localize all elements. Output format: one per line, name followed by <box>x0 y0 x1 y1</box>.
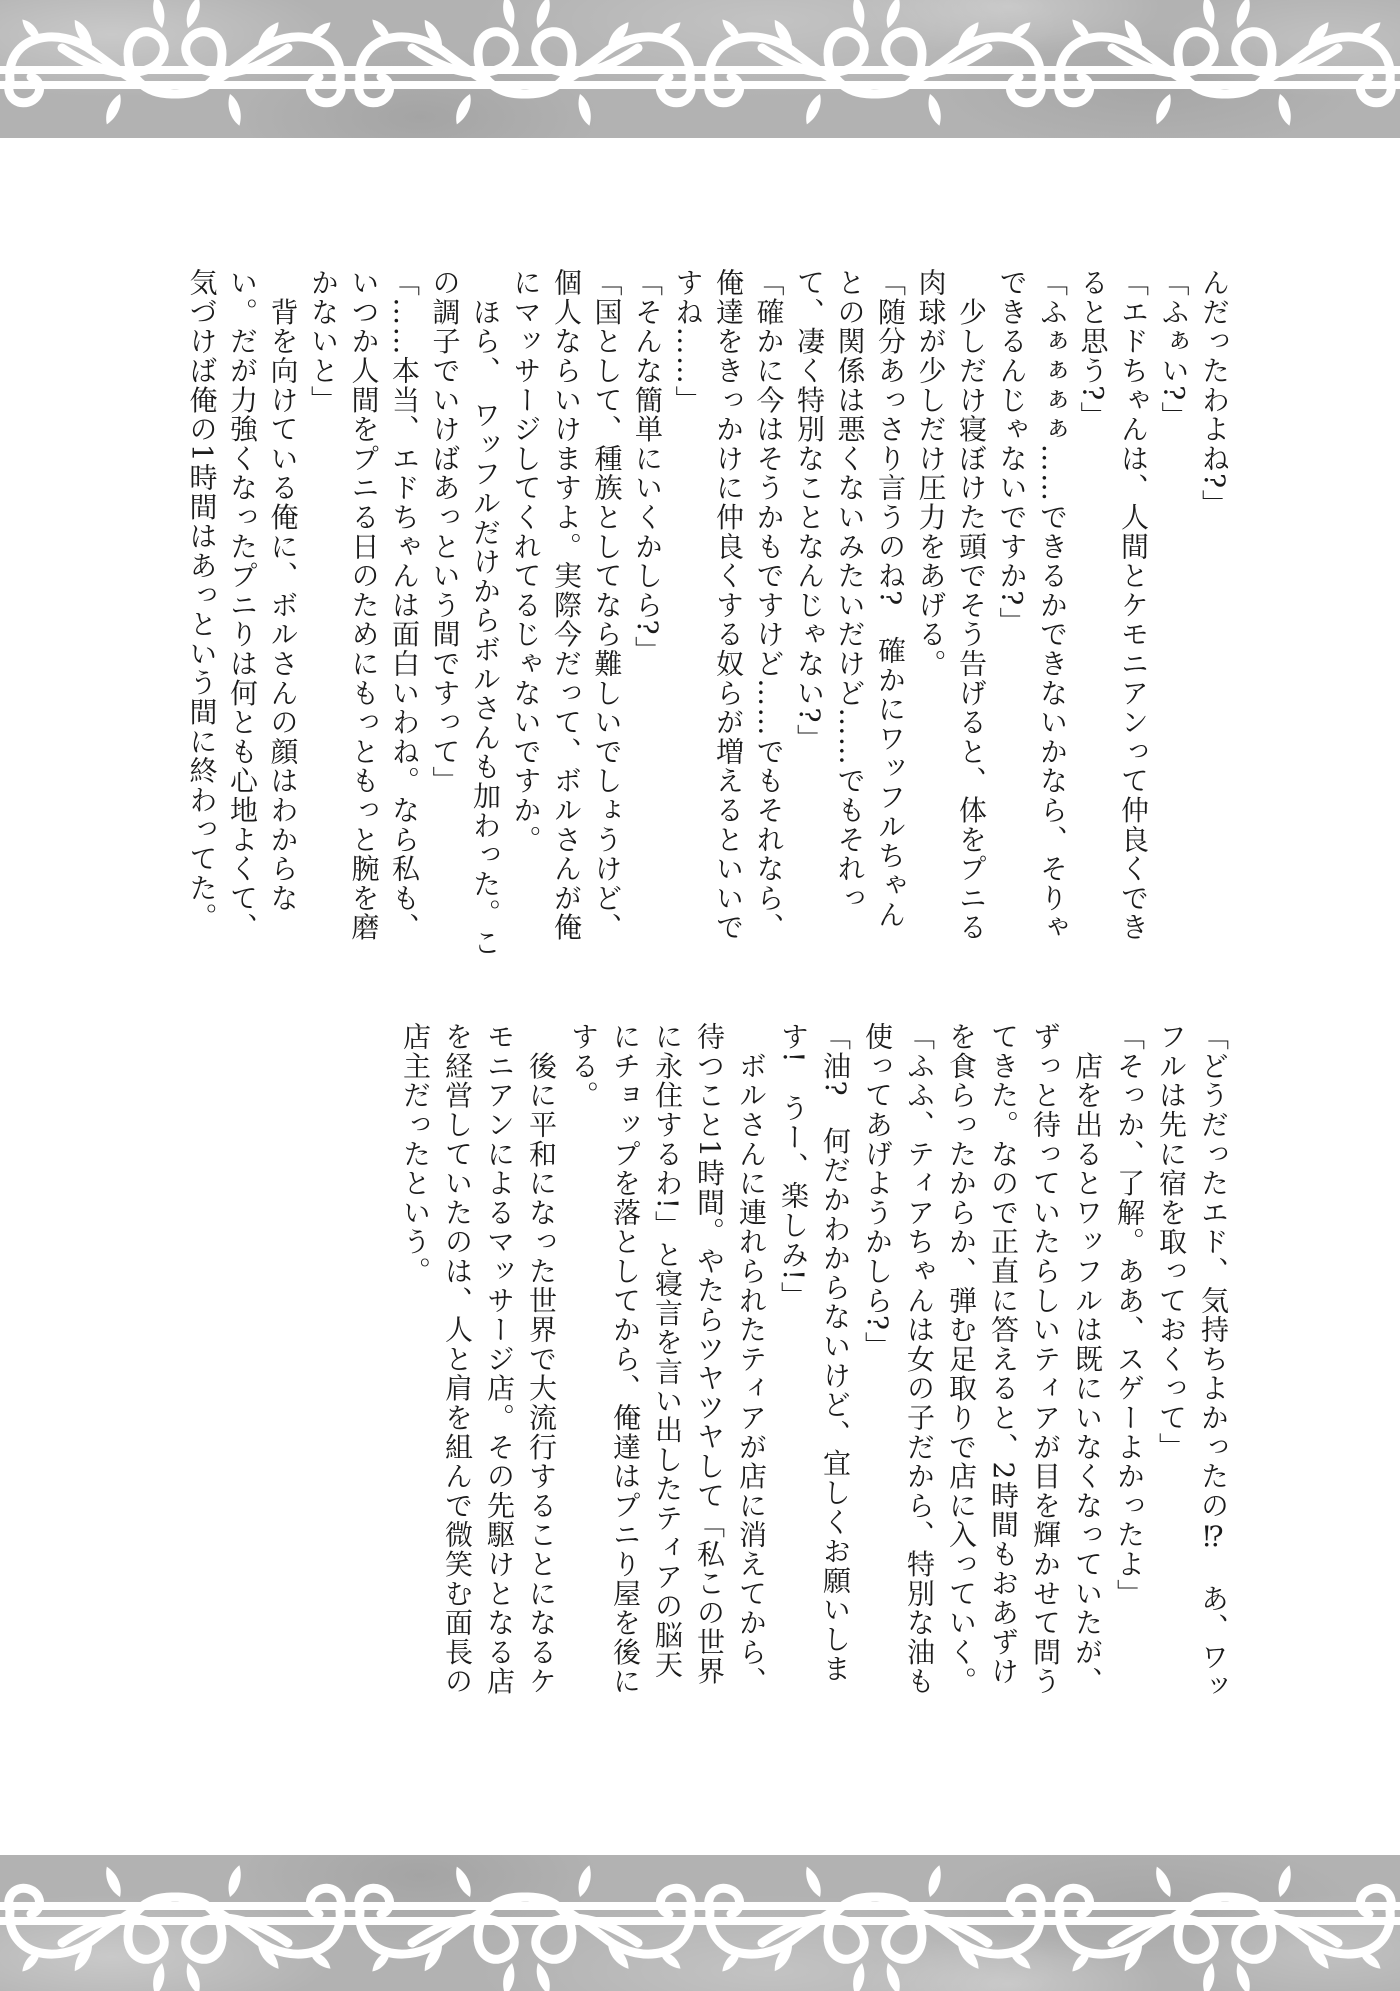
text-column: 「ふぁい?」 <box>1157 268 1191 431</box>
text-column: 待つこと1時間。やたらツヤツヤして「私この世界 <box>693 1022 726 1686</box>
vine-flourish-icon <box>0 0 1400 138</box>
text-column: 「ふふ、ティアちゃんは女の子だから、特別な油も <box>903 1022 936 1696</box>
text-column: できるんじゃないですか?」 <box>995 268 1029 636</box>
text-column: を食らったからか、弾む足取りで店に入っていく。 <box>945 1022 978 1696</box>
text-column: 店を出るとワッフルは既にいなくなっていたが、 <box>1071 1022 1104 1696</box>
text-column: 肉球が少しだけ圧力をあげる。 <box>914 268 948 679</box>
text-column: する。 <box>567 1022 600 1110</box>
text-column: 後に平和になった世界で大流行することになるケ <box>525 1022 558 1696</box>
ornamental-border-bottom <box>0 1855 1400 1991</box>
text-column: との関係は悪くないみたいだけど……でもそれっ <box>833 268 867 913</box>
vine-flourish-icon <box>0 1855 1400 1991</box>
text-column: 「確かに今はそうかもですけど……でもそれなら、 <box>752 268 786 942</box>
text-column: 「そんな簡単にいくかしら?」 <box>631 268 664 666</box>
text-column: てきた。なので正直に答えると、2時間もおあずけ <box>987 1022 1020 1686</box>
text-column: ほら、 ワッフルだけからボルさんも加わった。こ <box>469 268 502 958</box>
text-column: 「ふぁぁぁぁ……できるかできないかなら、そりゃ <box>1036 268 1069 942</box>
text-column: 少しだけ寝ぼけた頭でそう告げると、体をプニる <box>955 268 988 942</box>
text-column: フルは先に宿を取っておくって」 <box>1155 1022 1188 1462</box>
text-column: 「国として、種族としてなら難しいでしょうけど、 <box>590 268 624 942</box>
ornamental-border-top <box>0 0 1400 138</box>
text-column: 使ってあげようかしら?」 <box>861 1022 894 1361</box>
text-column: 「油? 何だかわからないけど、宜しくお願いしま <box>819 1022 852 1683</box>
text-column: んだったわよね?」 <box>1198 268 1231 519</box>
text-column: 「そっか、了解。ああ、スゲーよかったよ」 <box>1113 1022 1146 1608</box>
text-column: に永住するわ!」と寝言を言い出したティアの脳天 <box>651 1022 684 1680</box>
text-column: 「どうだったエド、気持ちよかったの⁉ あ、ワッ <box>1197 1022 1230 1701</box>
text-column: ると思う?」 <box>1076 268 1110 431</box>
text-column: かないと」 <box>307 268 340 415</box>
text-column: て、凄く特別なことなんじゃない?」 <box>793 268 826 754</box>
text-column: 店主だったという。 <box>399 1022 432 1286</box>
text-block-2 <box>394 1022 1234 1734</box>
text-column: ボルさんに連れられたティアが店に消えてから、 <box>735 1022 768 1696</box>
text-column: を経営していたのは、人と肩を組んで微笑む面長の <box>441 1022 474 1696</box>
text-column: 「……本当、エドちゃんは面白いわね。なら私も、 <box>388 268 421 942</box>
text-column: い。だが力強くなったプニりは何とも心地よくて、 <box>226 268 259 942</box>
text-column: にマッサージしてくれてるじゃないですか。 <box>509 268 543 854</box>
text-column: 背を向けている俺に、ボルさんの顔はわからな <box>266 268 300 913</box>
text-column: 「随分あっさり言うのね? 確かにワッフルちゃん <box>874 268 907 929</box>
text-column: ずっと待っていたらしいティアが目を輝かせて問う <box>1029 1022 1062 1696</box>
text-column: いつか人間をプニる日のためにもっともっと腕を磨 <box>347 268 381 942</box>
text-column: すね……」 <box>671 268 705 415</box>
text-column: 個人ならいけますよ。実際今だって、ボルさんが俺 <box>550 268 583 942</box>
text-block-1 <box>181 268 1234 980</box>
text-column: 俺達をきっかけに仲良くする奴らが増えるといいで <box>712 268 745 942</box>
text-column: モニアンによるマッサージ店。その先駆けとなる店 <box>483 1022 516 1696</box>
text-column: す! うー、楽しみ!」 <box>777 1022 810 1311</box>
text-column: 「エドちゃんは、人間とケモニアンって仲良くでき <box>1117 268 1150 942</box>
text-column: の調子でいけばあっという間ですって」 <box>428 268 462 796</box>
text-column: にチョップを落としてから、俺達はプニり屋を後に <box>609 1022 642 1696</box>
text-column: 気づけば俺の1時間はあっという間に終わってた。 <box>185 268 219 932</box>
